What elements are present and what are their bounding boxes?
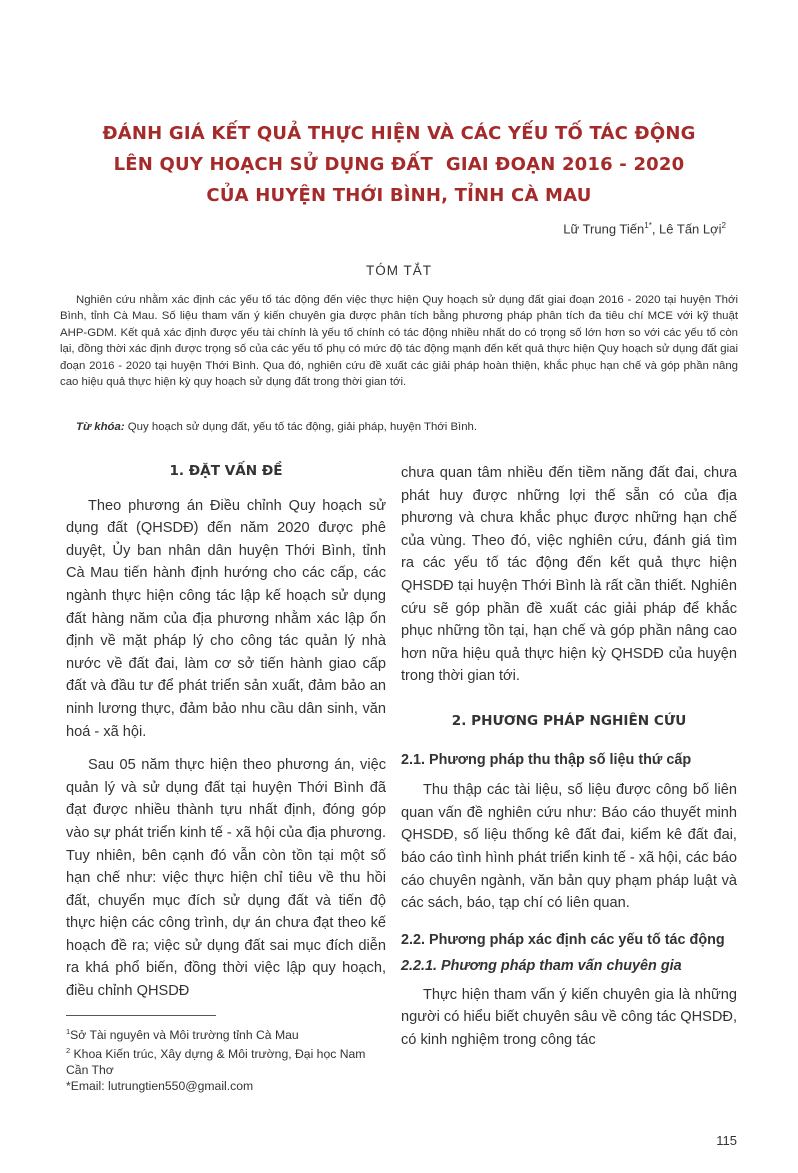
footnote-divider bbox=[66, 1015, 216, 1016]
keywords-text: Quy hoạch sử dụng đất, yếu tố tác động, giải pháp, huyện Thới Bình. bbox=[124, 421, 478, 433]
abstract-text: Nghiên cứu nhằm xác định các yếu tố tác động đến việc thực hiện Quy hoạch sử dụng đất giai đoạn 2016 - 2020 tại huyện Thới Bình, tỉnh Cà Mau. Số liệu tham vấn ý kiến chuyên gia được phân tích bằng phương pháp phân tích đa tiêu chí MCE với kỹ thuật AHP-GDM. Kết quả xác định được yếu tài chính là yếu tố chính có tác động nhiều nhất do có trọng số lớn hơn so với các yếu tố còn lại, đồng thời xác định được trọng số của các yếu tố phụ có mức độ tác động mạnh đến kết quả thực hiện Quy hoạch sử dụng đất giai đoạn 2016 - 2020 tại huyện Thới Bình. Qua đó, nghiên cứu đề xuất các giải pháp hoàn thiện, khắc phục hạn chế và góp phần nâng cao hiệu quả thực hiện kỳ quy hoạch sử dụng đất trong thời gian tới. bbox=[60, 294, 738, 389]
section-1-paragraph-2: Sau 05 năm thực hiện theo phương án, việc quản lý và sử dụng đất tại huyện Thới Bình đã đạt được nhiều thành tựu nhất định, đóng góp vào sự phát triển kinh tế - xã hội của địa phương. Tuy nhiên, bên cạnh đó vẫn còn tồn tại một số hạn chế như: việc thực hiện chỉ tiêu về thu hồi đất, chuyển mục đích sử dụng đất và tiến độ thực hiện các công trình, dự án chưa đạt theo kế hoạch đề ra; việc sử dụng đất sai mục đích diễn ra khá phổ biến, đồng thời việc lập quy hoạch, điều chỉnh QHSDĐ bbox=[66, 757, 386, 1000]
abstract-heading: TÓM TẮT bbox=[366, 263, 432, 278]
subsection-2-2-1-paragraph: Thực hiện tham vấn ý kiến chuyên gia là những người có hiểu biết chuyên sâu về công tác QHSDĐ, có kinh nghiệm trong công tác bbox=[401, 986, 737, 1049]
author-2-affiliation: 2 bbox=[721, 221, 726, 230]
title-line-1: ĐÁNH GIÁ KẾT QUẢ THỰC HIỆN VÀ CÁC YẾU TỐ TÁC ĐỘNG bbox=[102, 123, 696, 144]
footnotes bbox=[66, 1024, 386, 1094]
author-list bbox=[563, 221, 726, 236]
keywords bbox=[60, 419, 738, 435]
footnote-2 bbox=[66, 1043, 386, 1078]
footnote-email: *Email: lutrungtien550@gmail.com bbox=[66, 1079, 254, 1094]
subsection-2-1-paragraph: Thu thập các tài liệu, số liệu được công bố liên quan vấn đề nghiên cứu như: Báo cáo thuyết minh QHSDĐ, số liệu thống kê đất đai, kiểm kê đất đai, báo cáo tình hình phát triển kinh tế - xã hội, các báo cáo chuyên ngành, văn bản quy phạm pháp luật và các sách, báo, tạp chí có liên quan. bbox=[401, 782, 737, 912]
section-2-heading: 2. PHƯƠNG PHÁP NGHIÊN CỨU bbox=[451, 712, 687, 729]
author-1: Lữ Trung Tiến bbox=[563, 221, 645, 237]
abstract-body bbox=[60, 292, 738, 390]
author-1-affiliation: 1* bbox=[644, 221, 652, 230]
section-1-paragraph-continued: chưa quan tâm nhiều đến tiềm năng đất đai, chưa phát huy được những lợi thế sẵn có của địa phương và chưa khắc phục được những hạn chế của vùng. Theo đó, việc nghiên cứu, đánh giá tìm ra các yếu tố tác động đến kết quả thực hiện QHSDĐ tại huyện Thới Bình là rất cần thiết. Nghiên cứu sẽ góp phần đề xuất các giải pháp để khắc phục những tồn tại, hạn chế và góp phần nâng cao hơn nữa hiệu quả thực hiện kỳ QHSDĐ của huyện trong thời gian tới. bbox=[401, 465, 737, 685]
author-2: Lê Tấn Lợi bbox=[659, 221, 722, 237]
right-column bbox=[401, 462, 737, 1052]
footnote-2-mark: 2 bbox=[66, 1046, 71, 1056]
subsection-2-1-heading: 2.1. Phương pháp thu thập số liệu thứ cấp bbox=[401, 751, 692, 768]
footnote-1-text: Sở Tài nguyên và Môi trường tỉnh Cà Mau bbox=[70, 1028, 299, 1043]
title-line-2: LÊN QUY HOẠCH SỬ DỤNG ĐẤT GIAI ĐOẠN 2016 - 2020 bbox=[113, 154, 685, 175]
subsection-2-2-heading: 2.2. Phương pháp xác định các yếu tố tác động bbox=[401, 931, 725, 948]
keywords-label: Từ khóa: bbox=[76, 421, 125, 433]
left-column bbox=[66, 460, 386, 1003]
paper-title bbox=[70, 118, 728, 211]
title-line-3: CỦA HUYỆN THỚI BÌNH, TỈNH CÀ MAU bbox=[206, 185, 592, 206]
author-separator: , bbox=[651, 221, 660, 237]
page-number: 115 bbox=[716, 1133, 737, 1148]
subsection-2-2-1-heading: 2.2.1. Phương pháp tham vấn chuyên gia bbox=[401, 958, 682, 975]
footnote-2-text: Khoa Kiến trúc, Xây dựng & Môi trường, Đại học Nam Cần Thơ bbox=[66, 1047, 366, 1078]
section-1-heading: 1. ĐẶT VẤN ĐỀ bbox=[169, 463, 283, 479]
footnote-1 bbox=[66, 1024, 386, 1043]
footnote-1-mark: 1 bbox=[66, 1027, 71, 1036]
section-1-paragraph-1: Theo phương án Điều chỉnh Quy hoạch sử dụng đất (QHSDĐ) đến năm 2020 được phê duyệt, Ủy ban nhân dân huyện Thới Bình, tỉnh Cà Mau tiến hành định hướng cho các cấp, các ngành thực hiện công tác lập kế hoạch sử dụng đất hàng năm của địa phương nhằm xác lập ổn định về mặt pháp lý cho công tác quản lý nhà nước về đất đai, làm cơ sở tiến hành giao cấp đất và đầu tư để phát triển sản xuất, đảm bảo an ninh lương thực, đảm bảo nhu cầu dân sinh, văn hoá - xã hội. bbox=[66, 497, 386, 740]
